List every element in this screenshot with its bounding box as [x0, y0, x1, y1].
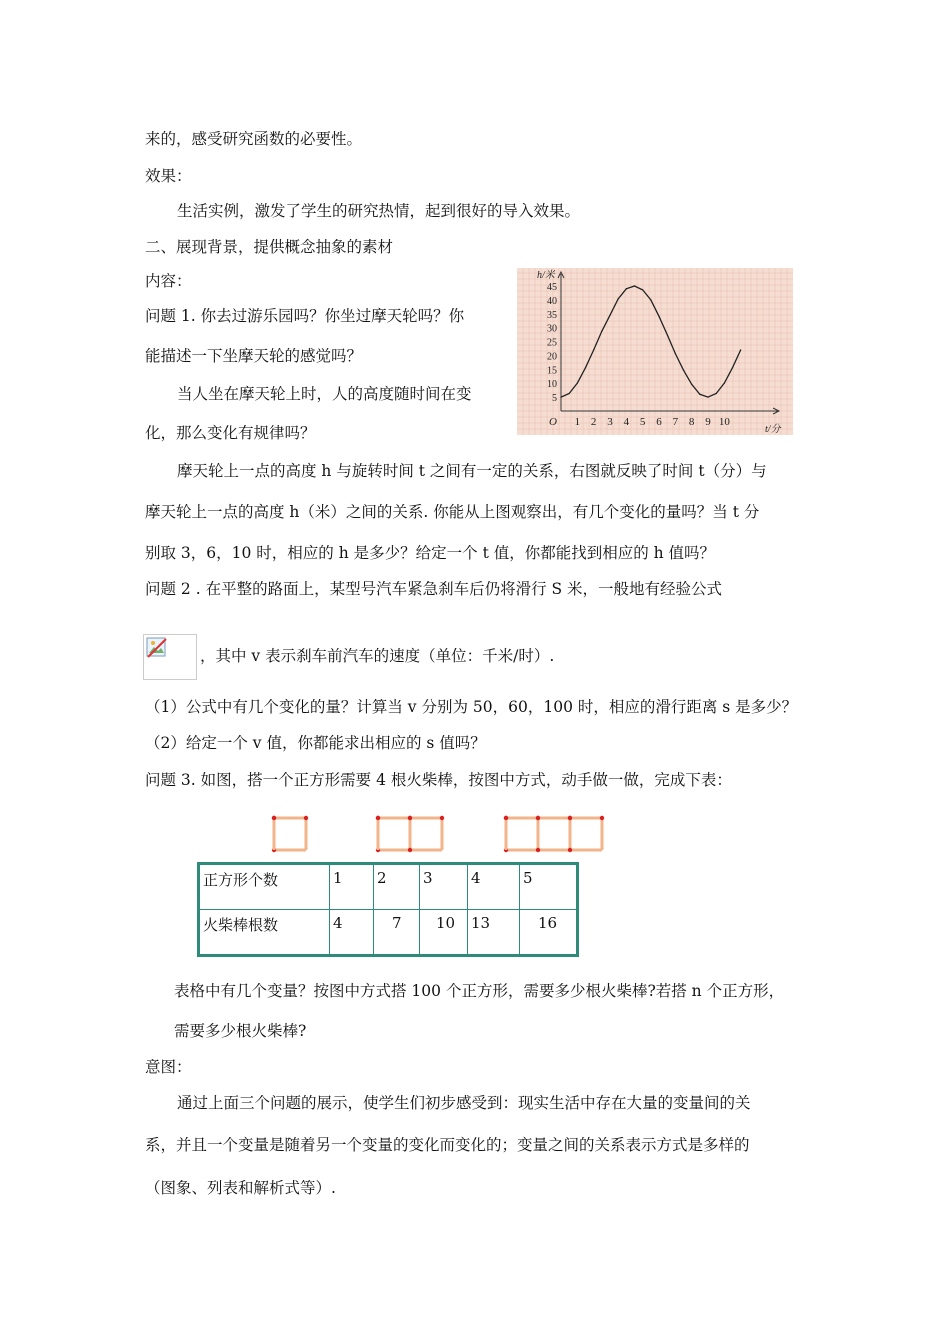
data-point: [724, 383, 725, 384]
data-point: [675, 353, 676, 354]
matchstick-head: [536, 816, 540, 820]
data-point: [618, 298, 619, 299]
y-tick-label: 20: [547, 351, 557, 363]
data-point: [569, 393, 570, 394]
data-point: [609, 315, 610, 316]
broken-image-icon: [146, 637, 168, 659]
line-1: 来的，感受研究函数的必要性。: [145, 130, 363, 148]
y-tick-label: 10: [547, 379, 557, 391]
x-tick-label: 6: [656, 416, 662, 428]
data-point: [732, 367, 733, 368]
matchstick-head: [536, 848, 540, 852]
y-axis-label: h/米: [537, 270, 555, 281]
intent-line-2: 系，并且一个变量是随着另一个变量的变化而变化的；变量之间的关系表示方式是多样的: [145, 1136, 750, 1154]
formula-image: [143, 634, 197, 680]
question-1-line-4: 化，那么变化有规律吗？: [145, 424, 316, 442]
table-cell: 2: [374, 864, 420, 910]
data-point: [658, 316, 659, 317]
x-tick-label: 3: [607, 416, 613, 428]
question-1-line-1: 问题 1. 你去过游乐园吗？你坐过摩天轮吗？你: [145, 307, 465, 325]
matchstick-head: [568, 848, 572, 852]
y-tick-label: 35: [547, 309, 557, 321]
x-tick-label: 10: [718, 416, 730, 428]
x-tick-label: 7: [672, 416, 679, 428]
x-tick-label: 9: [705, 416, 711, 428]
x-tick-label: 2: [590, 416, 597, 428]
intent-label: 意图：: [145, 1058, 192, 1076]
matchstick-head: [408, 816, 412, 820]
intent-line-1: 通过上面三个问题的展示，使学生们初步感受到：现实生活中存在大量的变量间的关: [177, 1094, 751, 1112]
table-cell: 4: [330, 910, 374, 956]
question-1-line-3: 当人坐在摩天轮上时，人的高度随时间在变: [177, 385, 472, 403]
y-tick-label: 30: [547, 323, 557, 335]
x-axis-label: t/分: [765, 424, 781, 435]
matchstick-head: [600, 816, 604, 820]
paragraph-line-10: 摩天轮上一点的高度 h 与旋转时间 t 之间有一定的关系，右图就反映了时间 t（分）与: [177, 462, 767, 480]
data-point: [634, 285, 635, 286]
matchstick-head: [504, 816, 508, 820]
table-cell: 10: [420, 910, 468, 956]
matchstick-head: [440, 816, 444, 820]
data-point: [691, 384, 692, 385]
data-point: [585, 367, 586, 368]
matchstick-head: [304, 816, 308, 820]
table-question-line-1: 表格中有几个变量？按图中方式搭 100 个正方形，需要多少根火柴棒?若搭 n 个正方形，: [174, 982, 785, 1000]
matchstick-head: [272, 816, 276, 820]
data-point: [683, 370, 684, 371]
line-2: 效果：: [145, 167, 192, 185]
sub-question-2: （2）给定一个 v 值，你都能求出相应的 s 值吗？: [145, 734, 486, 752]
table-cell: 1: [330, 864, 374, 910]
question-1-line-2: 能描述一下坐摩天轮的感觉吗？: [145, 347, 363, 365]
data-point: [650, 299, 651, 300]
data-point: [667, 334, 668, 335]
y-tick-label: 5: [552, 393, 557, 405]
matchstick-table: [197, 862, 579, 957]
matchstick-head: [376, 816, 380, 820]
data-point: [716, 393, 717, 394]
data-point: [642, 289, 643, 290]
matchstick-head: [568, 816, 572, 820]
matchstick-figures: [260, 808, 630, 858]
data-point: [740, 349, 741, 350]
sub-question-1: （1）公式中有几个变化的量？计算当 v 分别为 50，60，100 时，相应的滑行距离 s 是多少？: [145, 698, 798, 716]
x-tick-label: 4: [623, 416, 630, 428]
table-cell: 13: [468, 910, 520, 956]
data-point: [577, 383, 578, 384]
data-point: [707, 397, 708, 398]
formula-description: ，其中 v 表示刹车前汽车的速度（单位：千米/时）.: [200, 647, 555, 665]
question-2-line: 问题 2 . 在平整的路面上，某型号汽车紧急刹车后仍将滑行 S 米，一般地有经验公式: [145, 580, 723, 598]
table-cell: 3: [420, 864, 468, 910]
table-cell: 7: [374, 910, 420, 956]
table-cell: 4: [468, 864, 520, 910]
table-header-squares: 正方形个数: [199, 864, 330, 910]
data-point: [699, 394, 700, 395]
question-3-line: 问题 3. 如图，搭一个正方形需要 4 根火柴棒，按图中方式，动手做一做，完成下表：: [145, 771, 732, 789]
data-point: [626, 288, 627, 289]
data-point: [601, 331, 602, 332]
x-tick-label: 8: [688, 416, 695, 428]
line-content: 内容：: [145, 272, 192, 290]
table-question-line-2: 需要多少根火柴棒?: [174, 1022, 307, 1040]
y-tick-label: 25: [547, 337, 557, 349]
x-tick-label: 5: [639, 416, 646, 428]
section-heading: 二、展现背景，提供概念抽象的素材: [145, 238, 394, 256]
table-header-matches: 火柴棒根数: [199, 910, 330, 956]
line-3: 生活实例，激发了学生的研究热情，起到很好的导入效果。: [177, 202, 581, 220]
origin-label: O: [549, 416, 557, 428]
matchstick-head: [408, 848, 412, 852]
paragraph-line-11: 摩天轮上一点的高度 h（米）之间的关系. 你能从上图观察出，有几个变化的量吗？当 t 分: [145, 503, 760, 521]
table-row: [199, 910, 578, 956]
ferris-wheel-chart: [517, 268, 793, 435]
y-tick-label: 15: [547, 365, 557, 377]
intent-line-3: （图象、列表和解析式等）.: [145, 1179, 336, 1197]
table-cell: 5: [520, 864, 578, 910]
table-row: [199, 864, 578, 910]
x-tick-label: 1: [574, 416, 581, 428]
y-tick-label: 40: [547, 295, 557, 307]
data-point: [593, 349, 594, 350]
y-tick-label: 45: [547, 282, 557, 293]
data-point: [560, 397, 561, 398]
table-cell: 16: [520, 910, 578, 956]
paragraph-line-12: 别取 3，6，10 时，相应的 h 是多少？给定一个 t 值，你都能找到相应的 h 值吗？: [145, 544, 716, 562]
